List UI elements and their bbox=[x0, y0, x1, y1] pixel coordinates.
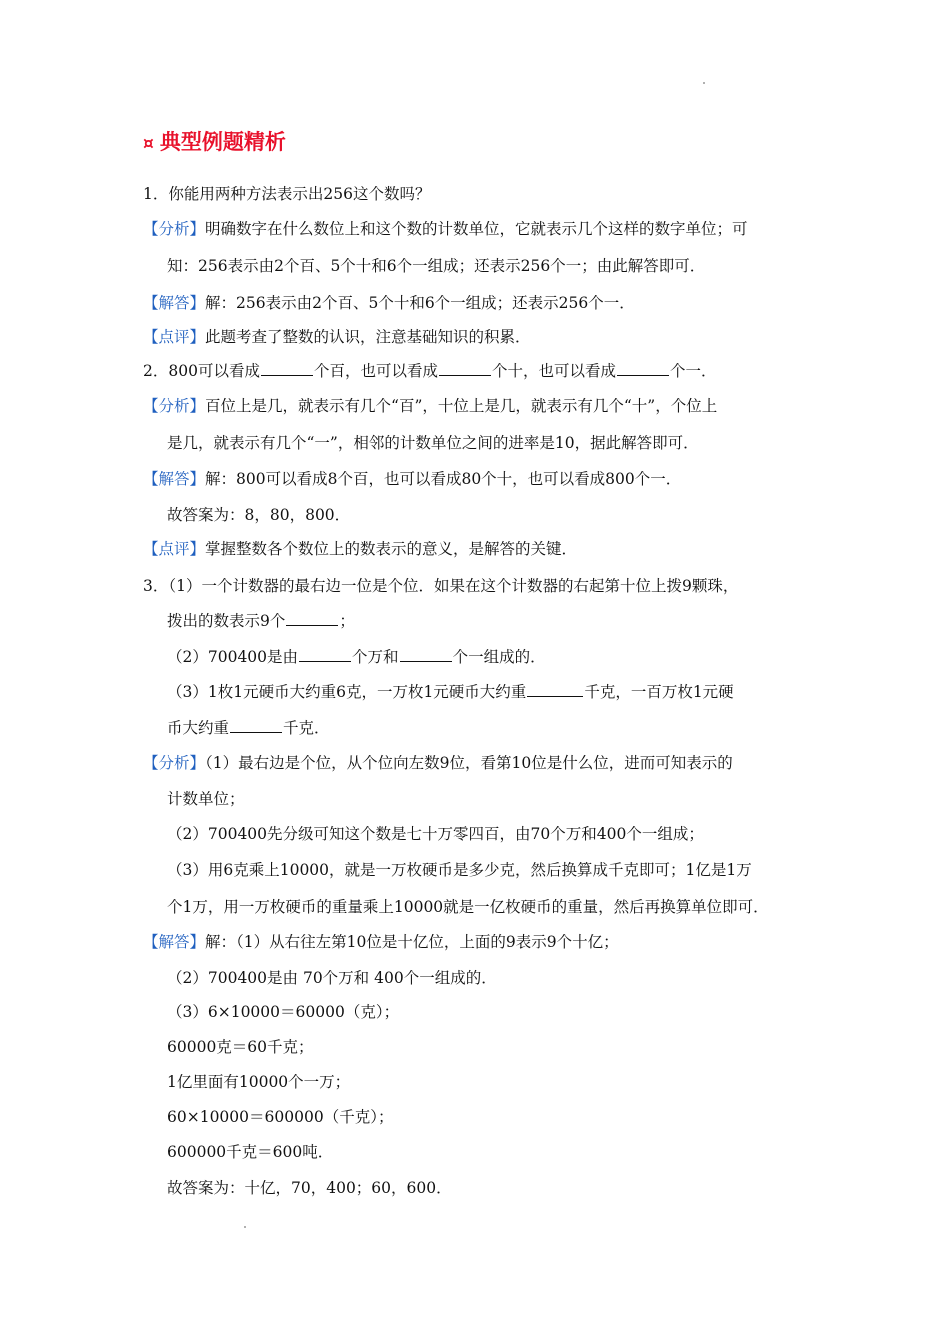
q3-part1-cont: 拨出的数表示9个 ； bbox=[167, 612, 355, 630]
q1-analysis-cont: 知：256表示由2个百、5个十和6个一组成；还表示256个一；由此解答即可． bbox=[167, 257, 706, 275]
answer-blank bbox=[617, 361, 669, 376]
comment-tag: 【点评】 bbox=[143, 328, 206, 346]
q3-answer-line: 60000克＝60千克； bbox=[167, 1038, 314, 1056]
answer-blank bbox=[400, 647, 452, 662]
answer-blank bbox=[286, 611, 338, 626]
q3-answer-line: 600000千克＝600吨． bbox=[167, 1143, 334, 1161]
q3-answer-line: （3）6×10000＝60000（克）； bbox=[167, 1003, 400, 1021]
analysis-tag: 【分析】 bbox=[143, 754, 206, 772]
answer-tag: 【解答】 bbox=[143, 470, 206, 488]
q3-analysis-cont: （3）用6克乘上10000，就是一万枚硬币是多少克，然后换算成千克即可；1亿是1万 bbox=[167, 861, 752, 879]
q3-part1: 3．（1）一个计数器的最右边一位是个位．如果在这个计数器的右起第十位上拨9颗珠， bbox=[143, 577, 739, 595]
section-title bbox=[143, 126, 286, 156]
answer-blank bbox=[299, 647, 351, 662]
q2-comment: 【点评】掌握整数各个数位上的数表示的意义，是解答的关键． bbox=[143, 540, 578, 558]
q2-answer: 【解答】解：800可以看成8个百，也可以看成80个十，也可以看成800个一． bbox=[143, 470, 682, 488]
q3-part3: （3）1枚1元硬币大约重6克，一万枚1元硬币大约重 千克，一百万枚1元硬 bbox=[167, 683, 734, 701]
q3-part2: （2）700400是由 个万和 个一组成的． bbox=[167, 648, 546, 666]
analysis-tag: 【分析】 bbox=[143, 220, 206, 238]
q1-comment: 【点评】此题考查了整数的认识，注意基础知识的积累． bbox=[143, 328, 531, 346]
q3-analysis-cont: （2）700400先分级可知这个数是七十万零四百，由70个万和400个一组成； bbox=[167, 825, 704, 843]
q2-analysis: 【分析】百位上是几，就表示有几个“百”，十位上是几，就表示有几个“十”，个位上 bbox=[143, 397, 718, 415]
answer-blank bbox=[261, 361, 313, 376]
q3-answer-line: （2）700400是由 70个万和 400个一组成的． bbox=[167, 969, 497, 987]
q2-question: 2．800可以看成 个百，也可以看成 个十，也可以看成 个一． bbox=[143, 362, 717, 380]
q3-analysis-cont: 个1万，用一万枚硬币的重量乘上10000就是一亿枚硬币的重量，然后再换算单位即可． bbox=[167, 898, 769, 916]
corner-dot bbox=[703, 82, 705, 84]
answer-tag: 【解答】 bbox=[143, 294, 206, 312]
q3-answer: 【解答】解：（1）从右往左第10位是十亿位，上面的9表示9个十亿； bbox=[143, 933, 619, 951]
answer-blank bbox=[527, 682, 583, 697]
q1-answer: 【解答】解：256表示由2个百、5个十和6个一组成；还表示256个一． bbox=[143, 294, 635, 312]
comment-tag: 【点评】 bbox=[143, 540, 206, 558]
q3-answer-line: 1亿里面有10000个一万； bbox=[167, 1073, 351, 1091]
answer-tag: 【解答】 bbox=[143, 933, 206, 951]
answer-blank bbox=[439, 361, 491, 376]
analysis-tag: 【分析】 bbox=[143, 397, 206, 415]
q3-analysis-cont: 计数单位； bbox=[167, 790, 245, 808]
section-mark-icon: ¤ bbox=[143, 134, 154, 154]
corner-dot bbox=[244, 1226, 246, 1228]
q2-answer-final: 故答案为：8，80，800． bbox=[167, 506, 351, 524]
q3-answer-line: 60×10000＝600000（千克）； bbox=[167, 1108, 394, 1126]
q3-part3-cont: 币大约重 千克． bbox=[167, 719, 330, 737]
q3-analysis: 【分析】（1）最右边是个位，从个位向左数9位，看第10位是什么位，进而可知表示的 bbox=[143, 754, 733, 772]
q1-question: 1．你能用两种方法表示出256这个数吗？ bbox=[143, 185, 431, 203]
answer-blank bbox=[230, 718, 282, 733]
q1-analysis: 【分析】明确数字在什么数位上和这个数的计数单位，它就表示几个这样的数字单位；可 bbox=[143, 220, 748, 238]
q3-answer-final: 故答案为：十亿，70，400；60，600． bbox=[167, 1179, 452, 1197]
q2-analysis-cont: 是几，就表示有几个“一”，相邻的计数单位之间的进率是10，据此解答即可． bbox=[167, 434, 699, 452]
section-title-text: 典型例题精析 bbox=[159, 130, 286, 154]
